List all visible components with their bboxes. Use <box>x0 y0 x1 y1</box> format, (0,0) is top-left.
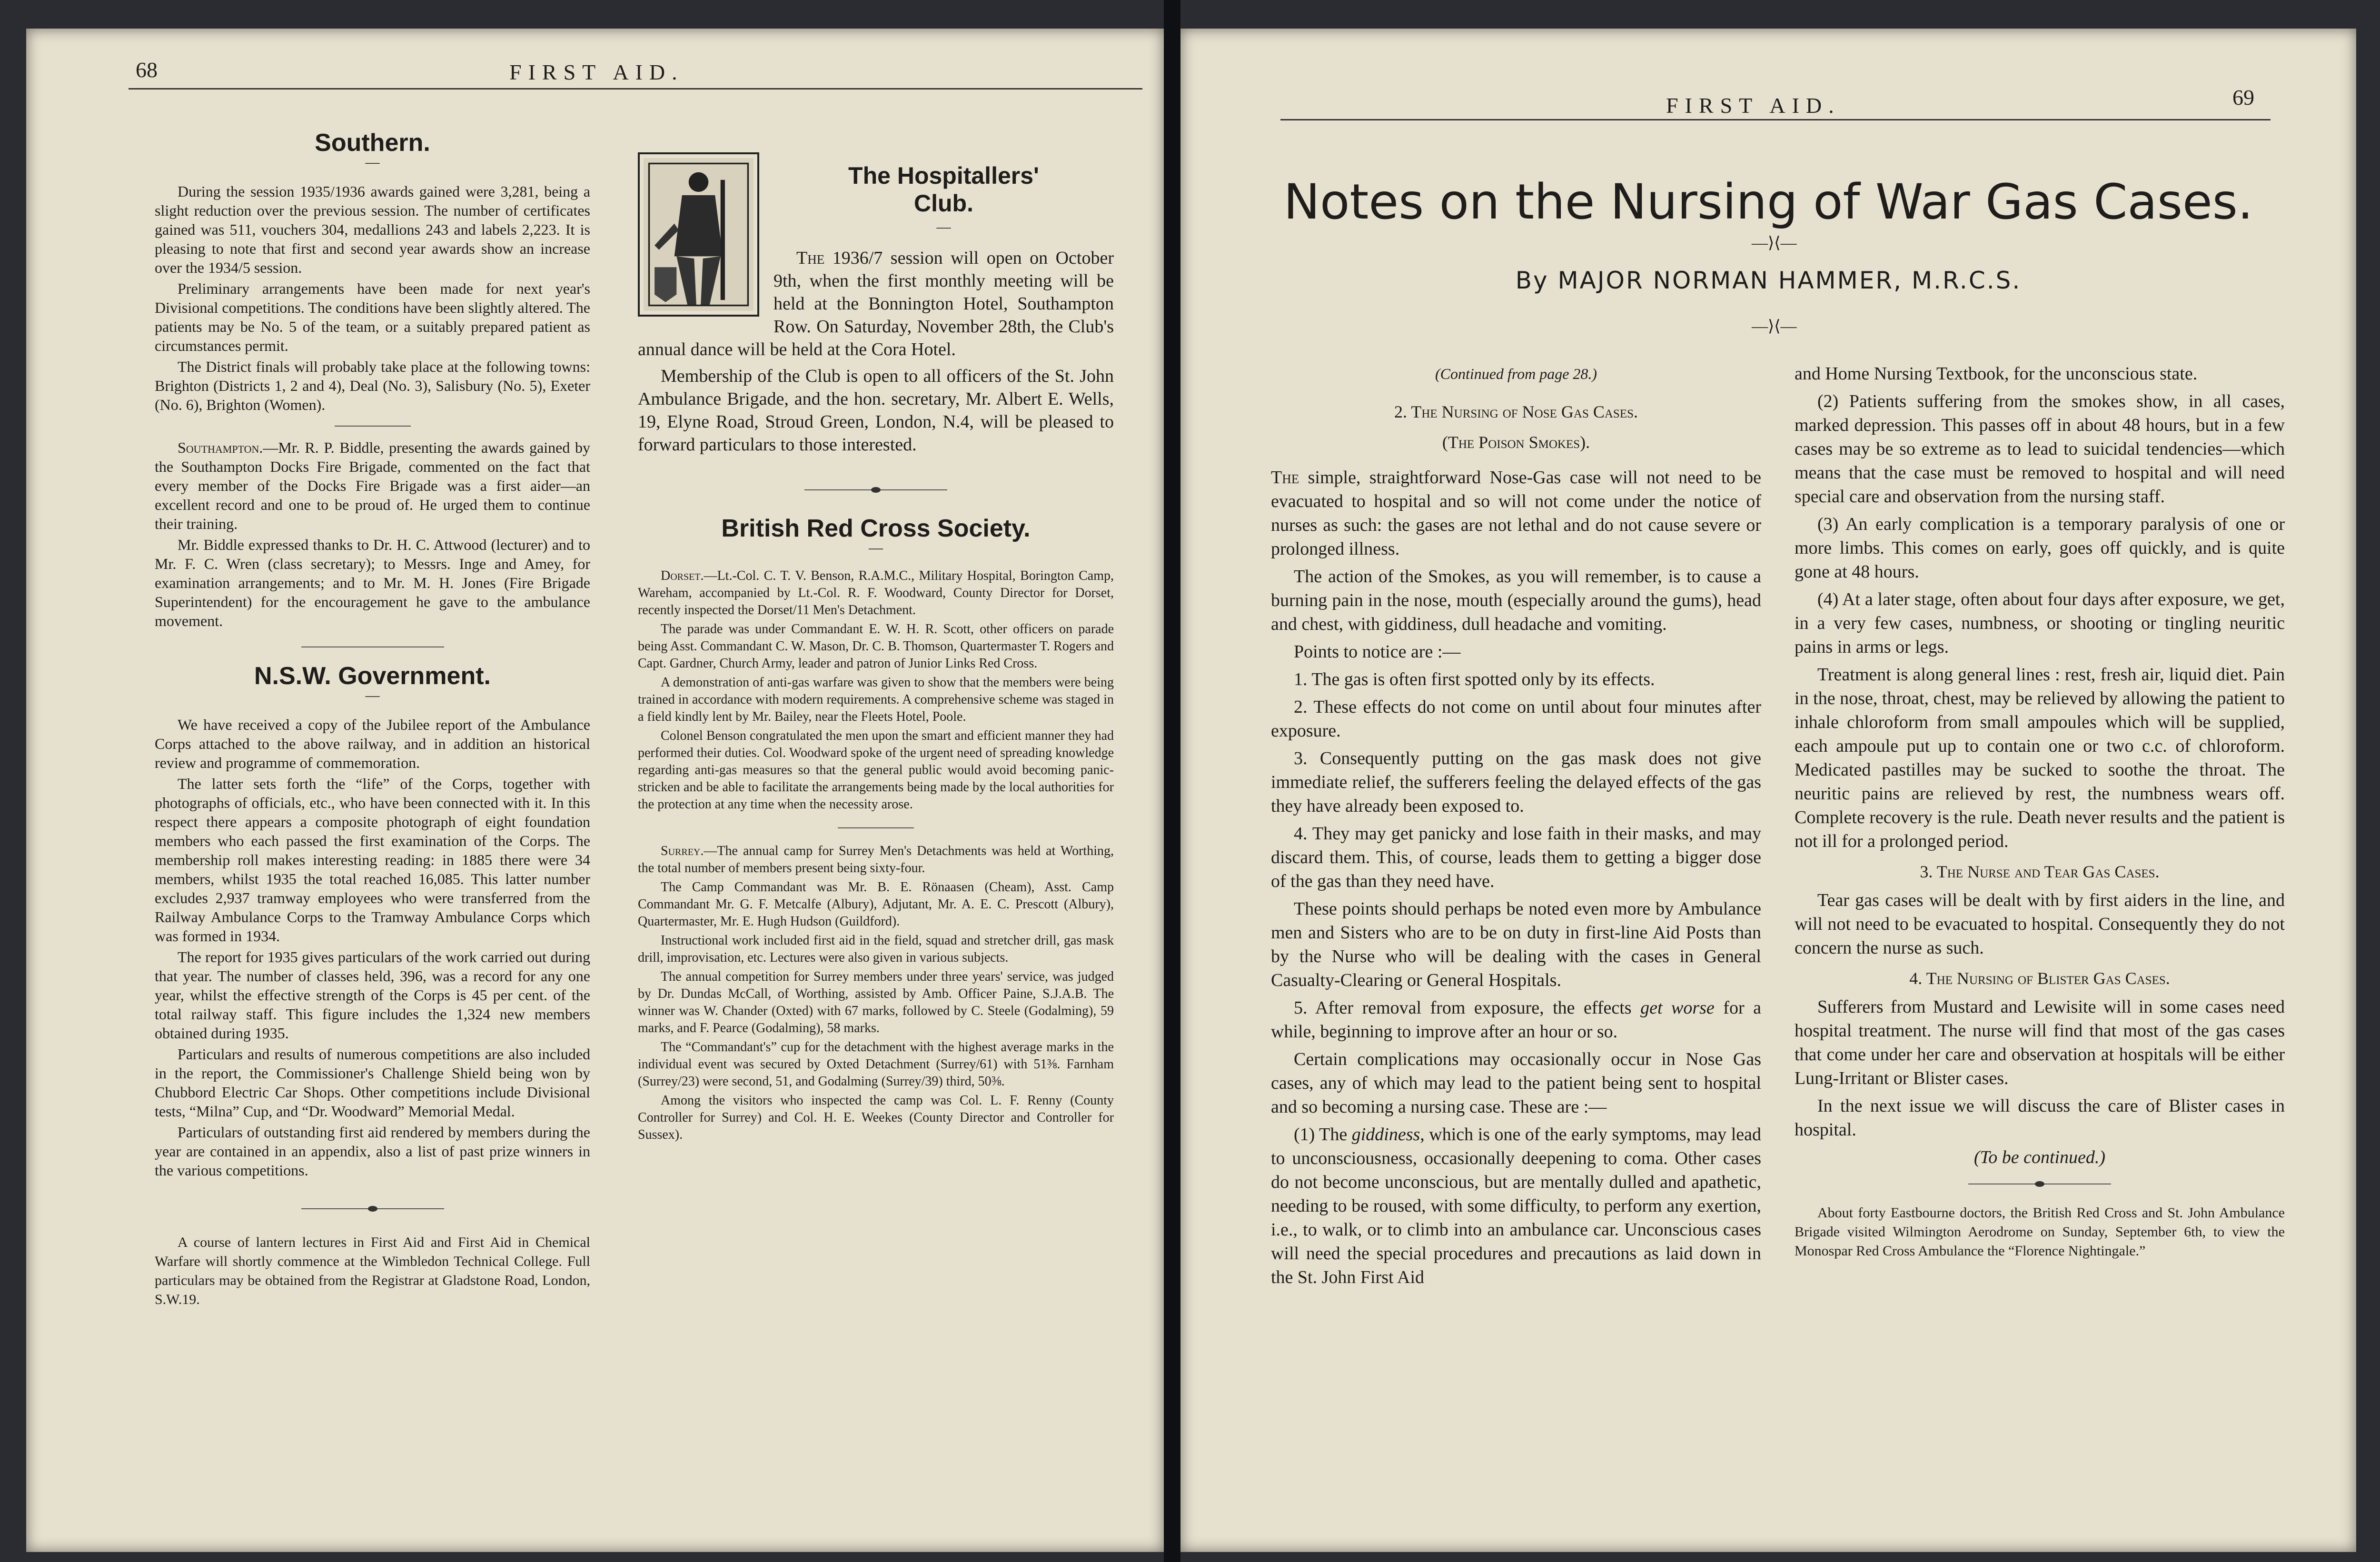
article-byline: By MAJOR NORMAN HAMMER, M.R.C.S. <box>1515 267 2022 294</box>
nsw-p2: The latter sets forth the “life” of the Corps, together with photographs of officials, etc., who have been connected with it. In this respect there appears a composite photograph of eight foundation members who each passed the first examination of the Corps. The membership roll makes interesting reading: in 1885 there were 34 members, whilst 1935 the total reached 16,085. This latter number excludes 2,937 tramway employees who were transferred from the Railway Ambulance Corps to the Tramway Ambulance Corps which was formed in 1934. <box>155 775 590 945</box>
knight-figure-icon <box>644 158 754 311</box>
c2-p7: Sufferers from Mustard and Lewisite will in some cases need hospital treatment. The nurse will find that most of the gas cases that come under her care and observation at hospitals will be either Lung-Irritant or Blister cases. <box>1795 997 2285 1088</box>
c1-p4: 1. The gas is often first spotted only by its effects. <box>1294 669 1655 689</box>
right-header-rule <box>1280 119 2271 120</box>
c2-p1: and Home Nursing Textbook, for the unconscious state. <box>1795 364 2198 384</box>
southern-heading: Southern. <box>315 129 430 157</box>
nsw-dash: — <box>365 687 380 703</box>
c2-p2: (2) Patients suffering from the smokes show, in all cases, marked depression. This passes off in about 48 hours, but in a few cases may be so extreme as to lead to suicidal tendencies—which means that the case must be removed to hospital and will need special care and observation from the nursing staff. <box>1795 391 2285 507</box>
c1-p6: 3. Consequently putting on the gas mask does not give immediate relief, the sufferers feeling the delayed effects of the gas they have already been exposed to. <box>1271 748 1761 816</box>
to-be-continued: (To be continued.) <box>1973 1147 2106 1167</box>
c1-p7: 4. They may get panicky and lose faith in their masks, and may discard them. This, of course, leads them to getting a bigger dose of the gas than they need have. <box>1271 824 1761 891</box>
southampton-text: —Mr. R. P. Biddle, presenting the awards gained by the Southampton Docks Fire Brigade, commented on the fact that every member of the Docks Fire Brigade was a first aider—an excellent record and one to be proud of. He urged them to continue their training. <box>155 439 590 532</box>
nsw-p5: Particulars of outstanding first aid rendered by members during the year are contained in an appendix, also a list of past prize winners in the various competitions. <box>155 1124 590 1179</box>
c1-p5: 2. These effects do not come on until about four minutes after exposure. <box>1271 697 1761 741</box>
hospitallers-p1: 1936/7 session will open on October 9th, when the first monthly meeting will be held at the Bonnington Hotel, Southampton Row. On Saturday, November 28th, the Club's annual dance will be held at the Cora Hotel. <box>638 248 1114 359</box>
southern-dash: — <box>365 154 380 170</box>
hospitallers-p2: Membership of the Club is open to all officers of the St. John Ambulance Brigade, and the hon. secretary, Mr. Albert E. Wells, 19, Elyne Road, Stroud Green, London, N.4, will be pleased to forward particulars to those interested. <box>638 366 1114 455</box>
c1-p1: simple, straightforward Nose-Gas case will not need to be evacuated to hospital and so will not come under the notice of nurses as such: the gases are not lethal and do not cause severe or prolonged illness. <box>1271 468 1761 559</box>
book-gutter <box>1164 0 1180 1562</box>
c2-p4: (4) At a later stage, often about four days after exposure, we get, in a very few cases, numbness, or shooting or tingling neuritic pains in arms or legs. <box>1795 589 2285 657</box>
c2-p5: Treatment is along general lines : rest, fresh air, liquid diet. Pain in the nose, throat, chest, may be relieved by allowing the patient to inhale chloroform from small ampoules which will be supplied, each ampoule put up to contain one or two c.c. of chloroform. Medicated pastilles may be sucked to soothe the throat. The neuritic pains are relieved by rest, the numbness wears off. Complete recovery is the rule. Death never results and the patient is not ill for a prolonged period. <box>1795 665 2285 851</box>
c1-p8: These points should perhaps be noted even more by Ambulance men and Sisters who are to be on duty in first-line Aid Posts than by the Nurse who will be dealing with the cases in General Casualty-Clearing or General Hospitals. <box>1271 899 1761 990</box>
left-column-2 <box>638 152 1114 1145</box>
section4-title: 4. The Nursing of Blister Gas Cases. <box>1909 969 2170 988</box>
dorset-p1: —Lt.-Col. C. T. V. Benson, R.A.M.C., Military Hospital, Borington Camp, Wareham, accompanied by Lt.-Col. R. F. Woodward, County Director for Dorset, recently inspected the Dorset/11 Men's Detachment. <box>638 568 1114 617</box>
c2-p8: In the next issue we will discuss the care of Blister cases in hospital. <box>1795 1096 2285 1140</box>
right-page-number: 69 <box>2232 85 2254 109</box>
surrey-lead: Surrey. <box>661 844 704 858</box>
title-ornament: —⟩⟨— <box>1752 234 1797 252</box>
c1-p9: 5. After removal from exposure, the effects get worse for a while, beginning to improve after an hour or so. <box>1271 998 1761 1042</box>
dorset-p4: Colonel Benson congratulated the men upon the smart and efficient manner they had performed their duties. Col. Woodward spoke of the urgent need of spreading knowledge regarding anti-gas measures so that the general public would avoid becoming panic-stricken and be able to facilitate the arrangements being made by the local authorities for the protection at any time when the necessity arose. <box>638 728 1114 812</box>
right-running-head: FIRST AID. <box>1666 93 1841 118</box>
left-page-number: 68 <box>136 58 158 82</box>
red-cross-heading: British Red Cross Society. <box>721 515 1031 542</box>
section-divider-3 <box>804 489 947 490</box>
southampton-lead: Southampton. <box>178 439 263 456</box>
right-column-2 <box>1795 362 2285 1264</box>
red-cross-body <box>638 567 1114 1144</box>
hospitallers-lead: The <box>796 248 825 268</box>
dorset-p2: The parade was under Commandant E. W. H. R. Scott, other officers on parade being Asst. Commandant C. W. Mason, Dr. C. B. Thomson, Quartermaster T. Rogers and Capt. Gardner, Church Army, leader and patron of Junior Links Red Cross. <box>638 622 1114 671</box>
nsw-heading: N.S.W. Government. <box>254 662 491 690</box>
southern-p1: During the session 1935/1936 awards gained were 3,281, being a slight reduction over the previous session. The number of certificates gained was 511, vouchers 304, medallions 243 and labels 2,223. It is pleasing to note that first and second year awards show an increase over the 1934/5 session. <box>155 183 590 276</box>
article-title: Notes on the Nursing of War Gas Cases. <box>1283 174 2253 230</box>
left-running-head: FIRST AID. <box>509 60 684 84</box>
c1-p10: Certain complications may occasionally occur in Nose Gas cases, any of which may lead to the patient being sent to hospital and so becoming a nursing case. These are :— <box>1271 1049 1761 1117</box>
dorset-lead: Dorset. <box>661 568 704 583</box>
c1-p1-lead: The <box>1271 468 1299 488</box>
nsw-p1: We have received a copy of the Jubilee report of the Ambulance Corps attached to the above railway, and in addition an historical review and programme of commemoration. <box>155 716 590 771</box>
continued-from: (Continued from page 28.) <box>1435 365 1597 382</box>
red-cross-dash: — <box>869 540 883 556</box>
southern-p3: The District finals will probably take place at the following towns: Brighton (Districts 1, 2 and 4), Deal (No. 3), Salisbury (No. 5), Exeter (No. 6), Brighton (Women). <box>155 358 590 413</box>
section3-title: 3. The Nurse and Tear Gas Cases. <box>1920 862 2160 881</box>
c2-p6: Tear gas cases will be dealt with by first aiders in the line, and will not need to be evacuated to hospital. Consequently they do not concern the nurse as such. <box>1795 890 2285 958</box>
dorset-divider <box>838 827 914 828</box>
nsw-p4: Particulars and results of numerous competitions are also included in the report, the Commissioner's Challenge Shield being won by Chubbord Electric Car Shops. Other competitions include Divisional tests, “Milna” Cup, and “Dr. Woodward” Memorial Medal. <box>155 1045 590 1120</box>
knight-woodcut-image <box>638 152 759 317</box>
byline-ornament: —⟩⟨— <box>1752 318 1797 335</box>
eastbourne-note: About forty Eastbourne doctors, the British Red Cross and St. John Ambulance Brigade visited Wilmington Aerodrome on Sunday, September 6th, to view the Monospar Red Cross Ambulance the “Florence Nightingale.” <box>1795 1205 2285 1259</box>
lantern-notice: A course of lantern lectures in First Aid and First Aid in Chemical Warfare will shortly commence at the Wimbledon Technical College. Full particulars may be obtained from the Registrar at Gladstone Road, London, S.W.19. <box>155 1234 590 1307</box>
surrey-p5: The “Commandant's” cup for the detachment with the highest average marks in the individual event was secured by Oxted Detachment (Surrey/61) with 51⅜. Farnham (Surrey/23) were second, 51, and Godalming (Surrey/39) third, 50⅜. <box>638 1040 1114 1089</box>
southern-divider <box>335 426 411 427</box>
c1-p11: (1) The giddiness, which is one of the early symptoms, may lead to unconsciousness, occasionally deepening to coma. Other cases do not become unconscious, but are mentally dulled and apathetic, needing to be roused, with some difficulty, to perform any exertion, i.e., to walk, or to climb into an ambulance car. Unconscious cases will need the special procedures and precautions as laid down in the St. John First Aid <box>1271 1124 1761 1287</box>
section2-subtitle: (The Poison Smokes). <box>1442 433 1590 452</box>
hospitallers-heading-line2: Club. <box>914 190 973 217</box>
c1-p2: The action of the Smokes, as you will remember, is to cause a burning pain in the nose, mouth (especially around the gums), head and chest, with giddiness, dull headache and vomiting. <box>1271 567 1761 634</box>
c2-p3: (3) An early complication is a temporary paralysis of one or more limbs. This comes on early, goes off quickly, and is quite gone at 48 hours. <box>1795 514 2285 582</box>
section2-title: 2. The Nursing of Nose Gas Cases. <box>1394 402 1638 421</box>
southern-p2: Preliminary arrangements have been made for next year's Divisional competitions. The conditions have been slightly altered. The patients may be No. 5 of the team, or a suitably prepared patient as circumstances permit. <box>155 280 590 354</box>
left-header-rule <box>129 88 1142 90</box>
right-column-1 <box>1271 362 1761 1293</box>
hospitallers-dash: — <box>936 219 951 235</box>
surrey-p3: Instructional work included first aid in the field, squad and stretcher drill, gas mask drill, improvisation, etc. Lectures were also given in various subjects. <box>638 933 1114 965</box>
surrey-p1: —The annual camp for Surrey Men's Detachments was held at Worthing, the total number of members present being sixty-four. <box>638 844 1114 876</box>
surrey-p4: The annual competition for Surrey members under three years' service, was judged by Dr. Dundas McCall, of Worthing, assisted by Amb. Officer Paine, S.J.A.B. The winner was W. Chander (Oxted) with 67 marks, followed by C. Steele (Godalming), 59 marks, and F. Pearce (Godalming), 58 marks. <box>638 969 1114 1035</box>
dorset-p3: A demonstration of anti-gas warfare was given to show that the members were being trained in accordance with modern requirements. A comprehensive scheme was staged in a field kindly lent by Mr. Bailey, near the Fleets Hotel, Poole. <box>638 675 1114 724</box>
nsw-p3: The report for 1935 gives particulars of the work carried out during that year. The number of classes held, 396, was a record for any one year, whilst the effective strength of the Corps is 45 per cent. of the total railway staff. This figure includes the 1,324 new members obtained during 1935. <box>155 948 590 1042</box>
c1-p3: Points to notice are :— <box>1294 642 1461 662</box>
southampton-p <box>155 438 590 533</box>
surrey-p2: The Camp Commandant was Mr. B. E. Rönaasen (Cheam), Asst. Camp Commandant Mr. G. F. Metcalfe (Albury), Adjutant, Mr. A. E. C. Prescott (Albury), Quartermaster, Mr. E. Hugh Hudson (Guildford). <box>638 880 1114 929</box>
hospitallers-heading-line1: The Hospitallers' <box>848 162 1039 189</box>
left-column-1 <box>155 129 590 1311</box>
surrey-p6: Among the visitors who inspected the camp was Col. L. F. Renny (County Controller for Surrey) and Col. H. E. Weekes (County Director and Controller for Sussex). <box>638 1093 1114 1142</box>
section-divider-2 <box>301 1208 444 1209</box>
southern-p5: Mr. Biddle expressed thanks to Dr. H. C. Attwood (lecturer) and to Mr. F. C. Wren (class secretary); to Messrs. Inge and Amey, for examination arrangements; and to Mr. M. H. Jones (Fire Brigade Superintendent) for the encouragement he gave to the ambulance movement. <box>155 536 590 629</box>
